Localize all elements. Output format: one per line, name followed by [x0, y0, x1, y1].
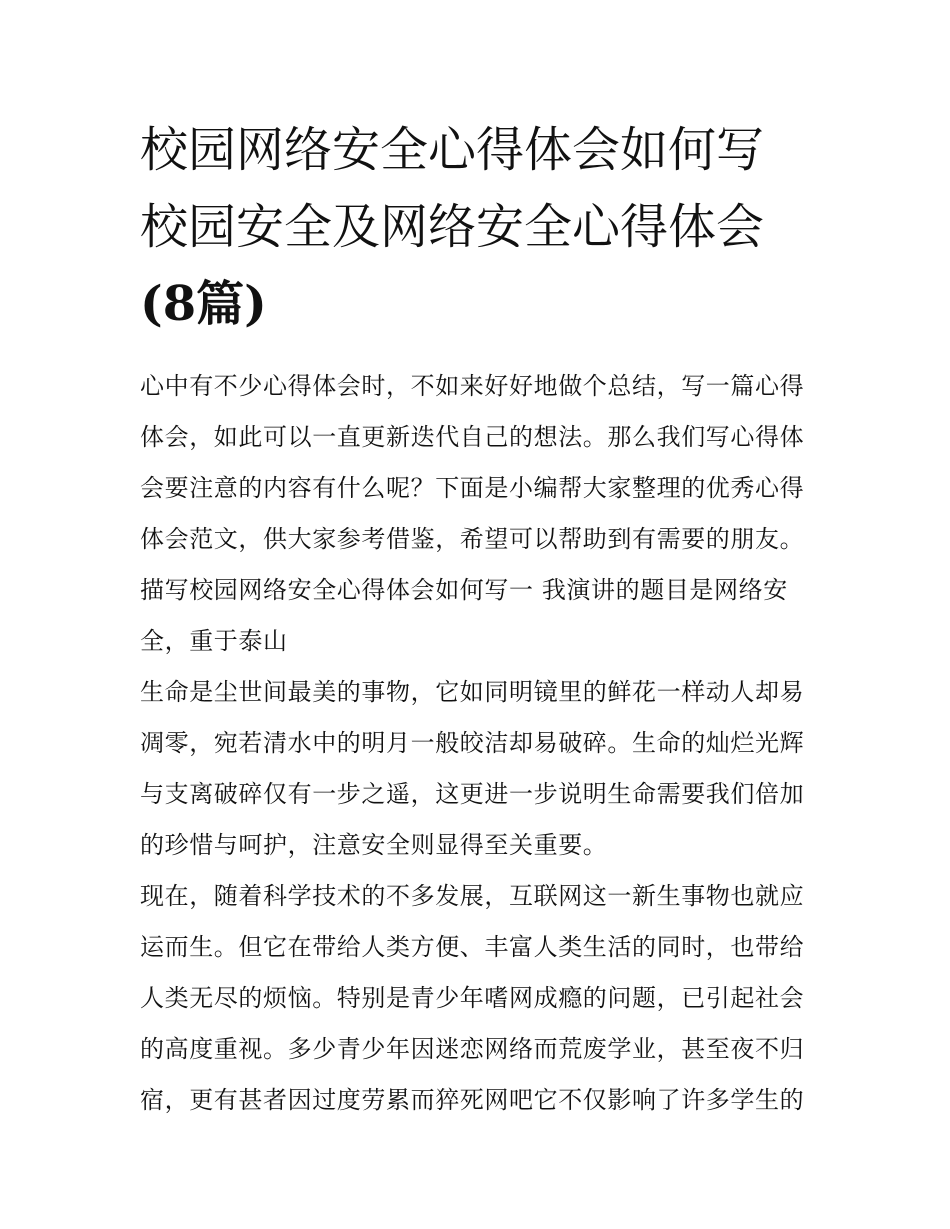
document-title [140, 112, 820, 343]
text-line: 现在，随着科学技术的不多发展，互联网这一新生事物也就应 [140, 882, 805, 910]
text-line: 生命是尘世间最美的事物，它如同明镜里的鲜花一样动人却易 [140, 678, 805, 706]
text-line: 体会范文，供大家参考借鉴，希望可以帮助到有需要的朋友。 [140, 525, 805, 553]
text-line: 凋零，宛若清水中的明月一般皎洁却易破碎。生命的灿烂光辉 [140, 729, 805, 757]
text-line: 会要注意的内容有什么呢？下面是小编帮大家整理的优秀心得 [140, 474, 805, 502]
paragraph-life [140, 667, 820, 871]
paragraph-section-heading [140, 565, 820, 667]
paragraph-intro [140, 361, 820, 565]
document-content [140, 112, 820, 1126]
document-body [140, 361, 820, 1126]
text-line: 心中有不少心得体会时，不如来好好地做个总结，写一篇心得 [140, 372, 805, 400]
text-line: 的高度重视。多少青少年因迷恋网络而荒废学业，甚至夜不归 [140, 1035, 805, 1063]
text-line: 全，重于泰山 [140, 627, 288, 655]
title-line: 校园网络安全心得体会如何写 [140, 122, 765, 178]
text-line: 人类无尽的烦恼。特别是青少年嗜网成瘾的问题，已引起社会 [140, 984, 805, 1012]
paragraph-internet [140, 871, 820, 1126]
text-line: 描写校园网络安全心得体会如何写一 我演讲的题目是网络安 [140, 576, 788, 604]
text-line: 与支离破碎仅有一步之遥，这更进一步说明生命需要我们倍加 [140, 780, 805, 808]
text-line: 运而生。但它在带给人类方便、丰富人类生活的同时，也带给 [140, 933, 805, 961]
title-line: (8篇) [140, 276, 267, 332]
text-line: 宿，更有甚者因过度劳累而猝死网吧它不仅影响了许多学生的 [140, 1086, 805, 1114]
text-line: 体会，如此可以一直更新迭代自己的想法。那么我们写心得体 [140, 423, 805, 451]
title-line: 校园安全及网络安全心得体会 [140, 199, 765, 255]
text-line: 的珍惜与呵护，注意安全则显得至关重要。 [140, 831, 608, 859]
